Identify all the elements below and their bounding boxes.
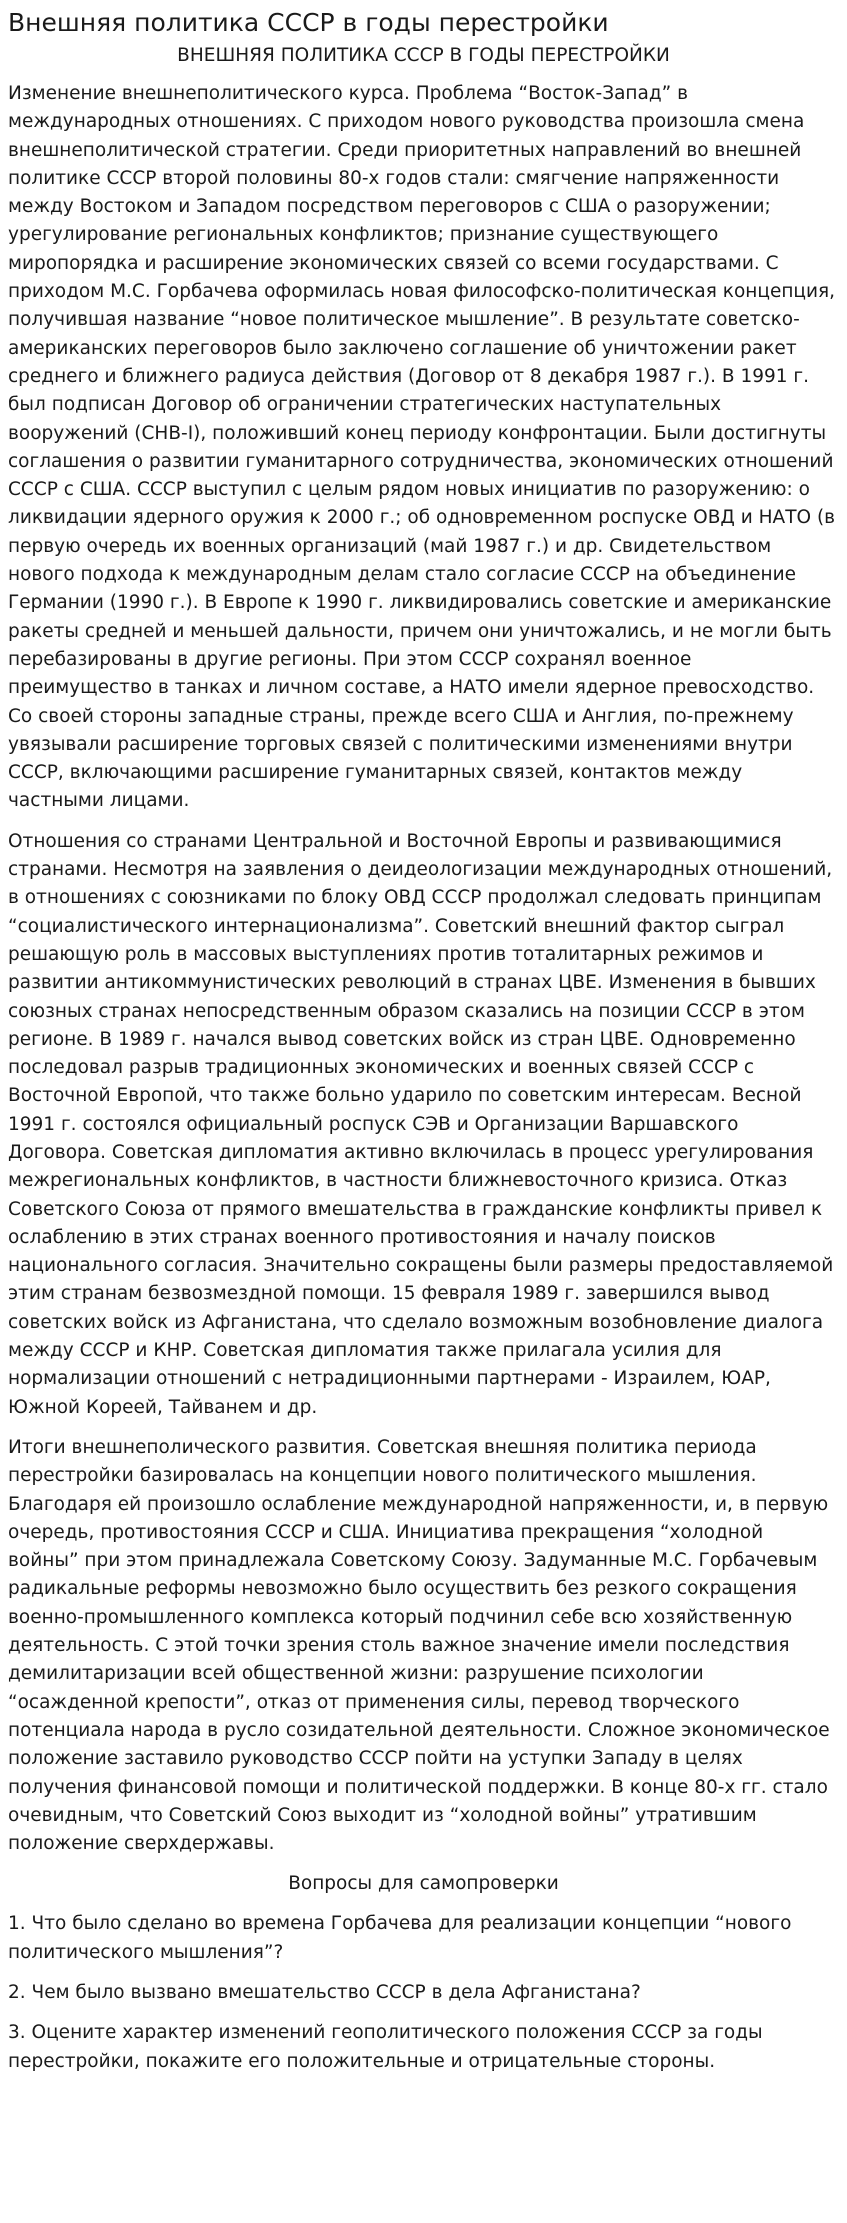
question-item: 2. Чем было вызвано вмешательство СССР в дела Афганистана?: [8, 1982, 641, 2003]
paragraph-results: Итоги внешнеполического развития. Советская внешняя политика периода перестройки базировалась на концепции нового политического мышления. Благодаря ей произошло ослабление международной напряженности, и, в первую очередь, противостояния СССР и США. Инициатива прекращения “холодной войны” при этом принадлежала Советскому Союзу. Задуманные М.С. Горбачевым радикальные реформы невозможно было осуществить без резкого сокращения военно-промышленного комплекса который подчинил себе всю хозяйственную деятельность. С этой точки зрения столь важное значение имели последствия демилитаризации всей общественной жизни: разрушение психологии “осажденной крепости”, отказ от применения силы, перевод творческого потенциала народа в русло созидательной деятельности. Сложное экономическое положение заставило руководство СССР пойти на уступки Западу в целях получения финансовой помощи и политической поддержки. В конце 80-х гг. стало очевидным, что Советский Союз выходит из “холодной войны” утратившим положение сверхдержавы.: [8, 1436, 830, 1855]
questions-title: Вопросы для самопроверки: [288, 1873, 559, 1895]
document-heading: ВНЕШНЯЯ ПОЛИТИКА СССР В ГОДЫ ПЕРЕСТРОЙКИ: [177, 45, 670, 66]
paragraph-foreign-policy-change: Изменение внешнеполитического курса. Проблема “Восток-Запад” в международных отношениях. С приходом нового руководства произошла смена внешнеполитической стратегии. Среди приоритетных направлений во внешней политике СССР второй половины 80-х годов стали: смягчение напряженности между Востоком и Западом посредством переговоров с США о разоружении; урегулирование региональных конфликтов; признание существующего миропорядка и расширение экономических связей со всеми государствами. С приходом М.С. Горбачева оформилась новая философско-политическая концепция, получившая название “новое политическое мышление”. В результате советско-американских переговоров было заключено соглашение об уничтожении ракет среднего и ближнего радиуса действия (Договор от 8 декабря 1987 г.). В 1991 г. был подписан Договор об ограничении стратегических наступательных вооружений (СНВ-I), положивший конец периоду конфронтации. Были достигнуты соглашения о развитии гуманитарного сотрудничества, экономических отношений СССР с США. СССР выступил с целым рядом новых инициатив по разоружению: о ликвидации ядерного оружия к 2000 г.; об одновременном роспуске ОВД и НАТО (в первую очередь их военных организаций (май 1987 г.) и др. Свидетельством нового подхода к международным делам стало согласие СССР на объединение Германии (1990 г.). В Европе к 1990 г. ликвидировались советские и американские ракеты средней и меньшей дальности, причем они уничтожались, и не могли быть перебазированы в другие регионы. При этом СССР сохранял военное преимущество в танках и личном составе, а НАТО имели ядерное превосходство. Со своей стороны западные страны, прежде всего США и Англия, по-прежнему увязывали расширение торговых связей с политическими изменениями внутри СССР, включающими расширение гуманитарных связей, контактов между частными лицами.: [8, 83, 836, 812]
page-title: Внешняя политика СССР в годы перестройки: [8, 8, 609, 37]
question-item: 1. Что было сделано во времена Горбачева для реализации концепции “нового политического мышления”?: [8, 1913, 792, 1963]
question-item: 3. Оцените характер изменений геополитического положения СССР за годы перестройки, покажите его положительные и отрицательные стороны.: [8, 2022, 763, 2072]
paragraph-eastern-europe-relations: Отношения со странами Центральной и Восточной Европы и развивающимися странами. Несмотря на заявления о деидеологизации международных отношений, в отношениях с союзниками по блоку ОВД СССР продолжал следовать принципам “социалистического интернационализма”. Советский внешний фактор сыграл решающую роль в массовых выступлениях против тоталитарных режимов и развитии антикоммунистических революций в странах ЦВЕ. Изменения в бывших союзных странах непосредственным образом сказались на позиции СССР в этом регионе. В 1989 г. начался вывод советских войск из стран ЦВЕ. Одновременно последовал разрыв традиционных экономических и военных связей СССР с Восточной Европой, что также больно ударило по советским интересам. Весной 1991 г. состоялся официальный роспуск СЭВ и Организации Варшавского Договора. Советская дипломатия активно включилась в процесс урегулирования межрегиональных конфликтов, в частности ближневосточного кризиса. Отказ Советского Союза от прямого вмешательства в гражданские конфликты привел к ослаблению в этих странах военного противостояния и началу поисков национального согласия. Значительно сокращены были размеры предоставляемой этим странам безвозмездной помощи. 15 февраля 1989 г. завершился вывод советских войск из Афганистана, что сделало возможным возобновление диалога между СССР и КНР. Советская дипломатия также прилагала усилия для нормализации отношений с нетрадиционными партнерами - Израилем, ЮАР, Южной Кореей, Тайванем и др.: [8, 830, 834, 1418]
